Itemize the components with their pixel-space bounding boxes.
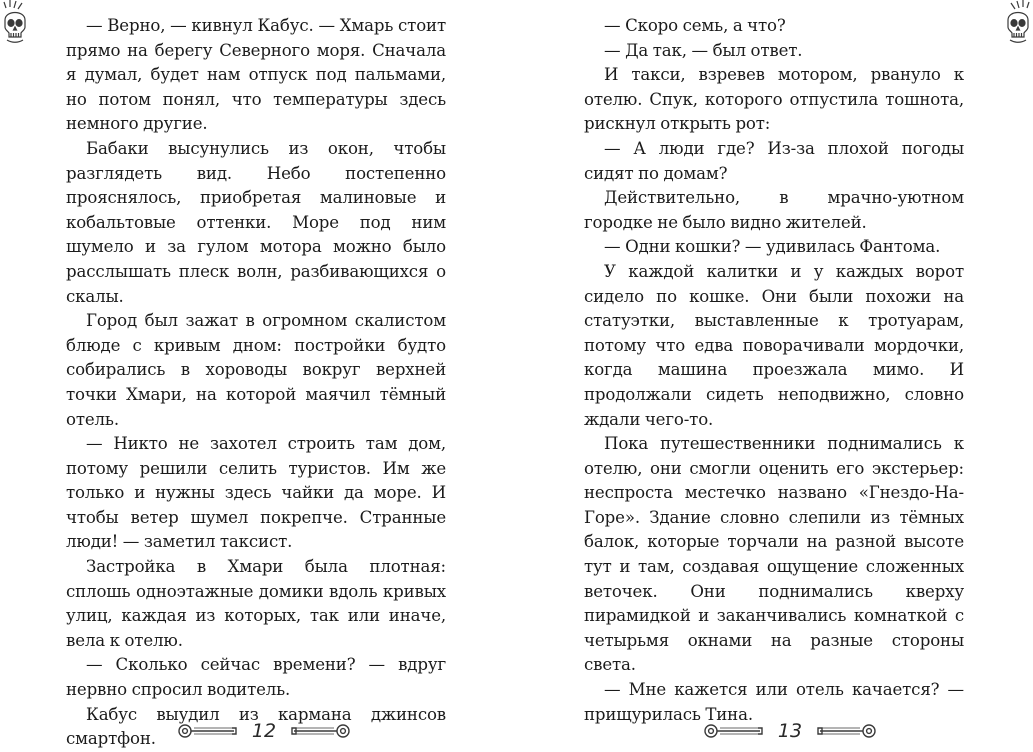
key-icon <box>702 721 766 741</box>
key-icon <box>814 721 878 741</box>
paragraph: — Верно, — кивнул Кабус. — Хмарь стоит прямо на берегу Северного моря. Сначала я думал, будет нам отпуск под пальмами, но потом понял, что температуры здесь немного другие. <box>66 16 446 134</box>
paragraph: Кабус выудил из кармана джинсов смартфон. <box>66 704 446 749</box>
right-text-column <box>584 14 964 727</box>
page-number: 12 <box>251 720 277 742</box>
key-icon <box>288 721 352 741</box>
right-page-footer <box>702 718 878 744</box>
paragraph: Действительно, в мрачно-уютном городке не было видно жителей. <box>584 188 964 232</box>
paragraph: Бабаки высунулись из окон, чтобы разглядеть вид. Небо постепенно прояснялось, приобретая малиновые и кобальтовые оттенки. Море под ним шумело и за гулом мотора можно было расслышать плеск волн, разбивающихся о скалы. <box>66 138 446 306</box>
paragraph: И такси, взревев мотором, рвануло к отелю. Спук, которого отпустила тошнота, рискнул открыть рот: <box>584 65 964 134</box>
paragraph: — Никто не захотел строить там дом, потому решили селить туристов. Им же только и нужны здесь чайки да море. И чтобы ветер шумел покрепче. Странные люди! — заметил таксист. <box>66 434 446 552</box>
skull-icon <box>1003 0 1033 46</box>
right-page <box>517 0 1033 745</box>
paragraph: — Одни кошки? — удивилась Фантома. <box>604 237 941 257</box>
paragraph: — Да так, — был ответ. <box>604 40 803 60</box>
left-page-footer <box>176 718 352 744</box>
paragraph: Застройка в Хмари была плотная: сплошь одноэтажные домики вдоль кривых улиц, каждая из которых, так или иначе, вела к отелю. <box>66 557 446 650</box>
paragraph: — А люди где? Из-за плохой погоды сидят по домам? <box>584 138 964 183</box>
key-icon <box>176 721 240 741</box>
paragraph: Пока путешественники поднимались к отелю, они смогли оценить его экстерьер: неспроста местечко названо «Гнездо-На-Горе». Здание словно слепили из тёмных балок, которые торчали на разной высоте тут и там, создавая ощущение сложенных веточек. Они поднимались кверху пирамидкой и заканчивались комнаткой с четырьмя окнами на разные стороны света. <box>584 434 964 675</box>
skull-icon <box>0 0 30 46</box>
paragraph: Город был зажат в огромном скалистом блюде с кривым дном: постройки будто собирались в хороводы вокруг верхней точки Хмари, на которой маячил тёмный отель. <box>66 311 446 429</box>
paragraph: У каждой калитки и у каждых ворот сидело по кошке. Они были похожи на статуэтки, выставленные к тротуарам, потому что едва поворачивали мордочки, когда машина проезжала мимо. И продолжали сидеть неподвижно, словно ждали чего-то. <box>584 261 964 429</box>
paragraph: — Мне кажется или отель качается? — прищурилась Тина. <box>584 680 964 724</box>
left-page <box>0 0 516 749</box>
left-text-column <box>66 14 446 752</box>
paragraph: — Сколько сейчас времени? — вдруг нервно спросил водитель. <box>66 655 446 700</box>
page-number: 13 <box>777 720 803 742</box>
paragraph: — Скоро семь, а что? <box>604 16 786 35</box>
